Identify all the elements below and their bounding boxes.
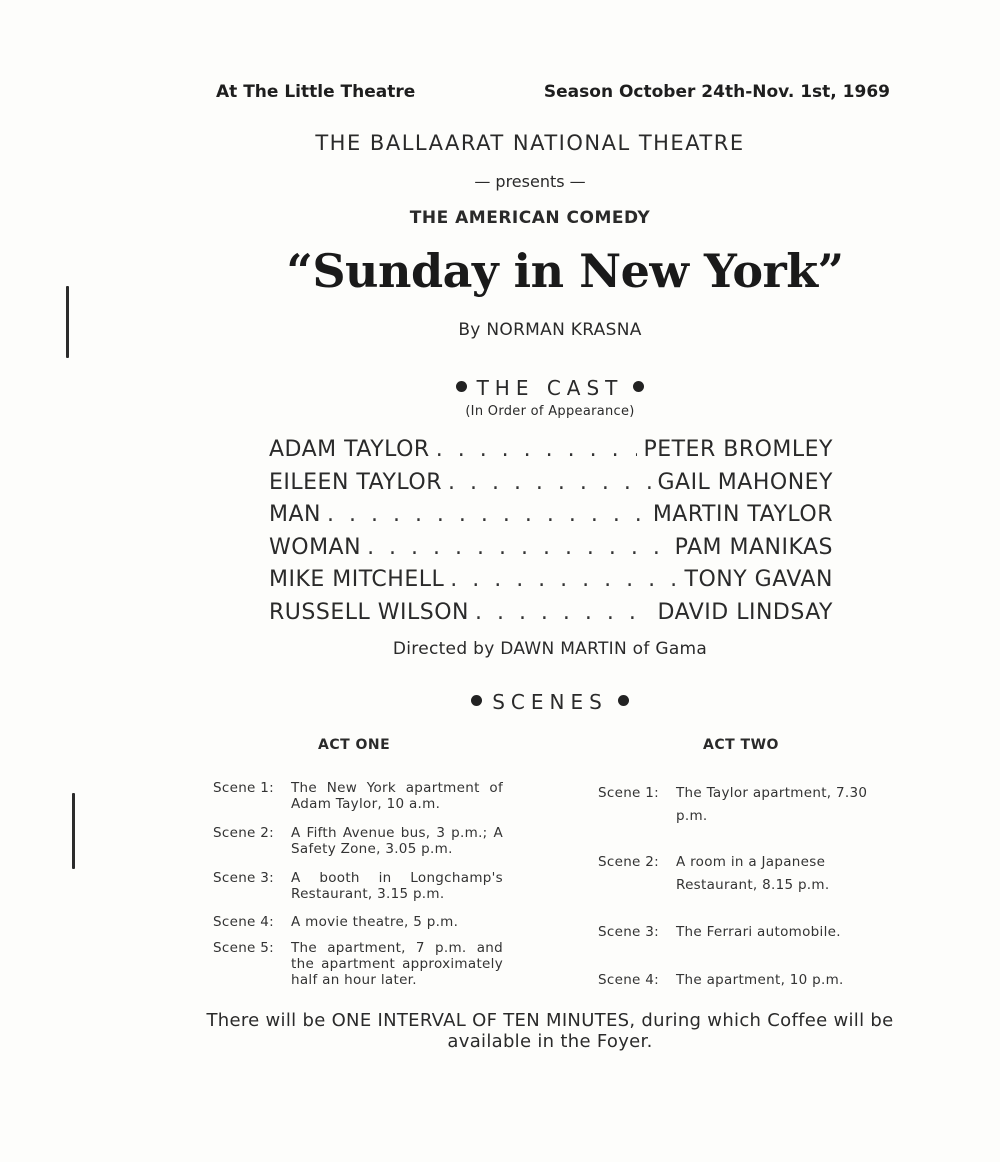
scene-number: Scene 4: (213, 914, 274, 930)
scene-description: A booth in Longchamp's Restaurant, 3.15 p.m. (291, 870, 503, 902)
cast-row (269, 502, 833, 535)
cast-row (269, 470, 833, 503)
scene-item (213, 940, 503, 988)
scene-number: Scene 1: (598, 785, 659, 801)
leader-dots (436, 437, 638, 462)
scene-item (598, 851, 888, 897)
cast-actor: PAM MANIKAS (674, 534, 833, 560)
cast-role: MIKE MITCHELL (269, 567, 445, 592)
scene-description: The apartment, 7 p.m. and the apartment approximately half an hour later. (291, 940, 503, 988)
scene-number: Scene 2: (213, 825, 274, 841)
scene-description: The Taylor apartment, 7.30 p.m. (676, 785, 868, 824)
scene-number: Scene 3: (213, 870, 274, 886)
scene-description: The apartment, 10 p.m. (676, 972, 844, 988)
scene-description: A Fifth Avenue bus, 3 p.m.; A Safety Zone, 3.05 p.m. (291, 825, 503, 857)
author-line: By NORMAN KRASNA (458, 320, 642, 340)
bullet-icon (456, 381, 467, 392)
bullet-icon (471, 695, 482, 706)
leader-dots (327, 502, 647, 527)
season-dates: Season October 24th-Nov. 1st, 1969 (543, 82, 890, 102)
play-title: “Sunday in New York” (286, 244, 844, 298)
cast-actor: DAVID LINDSAY (657, 599, 833, 625)
header-line (216, 82, 890, 102)
scene-description: A movie theatre, 5 p.m. (291, 914, 459, 930)
scene-number: Scene 1: (213, 780, 274, 796)
cast-role: RUSSELL WILSON (269, 599, 469, 625)
presents-line: — presents — (474, 172, 586, 191)
leader-dots (450, 567, 678, 592)
interval-notice: There will be ONE INTERVAL OF TEN MINUTES, during which Coffee will be available in the Foyer. (206, 1010, 894, 1052)
leader-dots (367, 535, 669, 560)
cast-heading-text: THE CAST (476, 376, 624, 400)
cast-row (269, 600, 833, 633)
leader-dots (475, 600, 652, 625)
scenes-heading (0, 690, 1000, 714)
cast-role: EILEEN TAYLOR (269, 469, 442, 495)
cast-row (269, 535, 833, 568)
cast-actor: GAIL MAHONEY (657, 469, 833, 495)
scene-item (598, 969, 888, 992)
scene-number: Scene 5: (213, 940, 274, 956)
leader-dots (448, 470, 651, 495)
cast-row (269, 437, 833, 470)
scene-item (213, 780, 503, 812)
scenes-heading-text: SCENES (492, 690, 608, 714)
scene-description: The New York apartment of Adam Taylor, 10 a.m. (291, 780, 503, 812)
cast-heading (0, 376, 1000, 400)
cast-role: WOMAN (269, 534, 362, 560)
scene-description: A room in a Japanese Restaurant, 8.15 p.m. (676, 854, 830, 893)
scene-number: Scene 4: (598, 972, 659, 988)
company-name: THE BALLAARAT NATIONAL THEATRE (315, 131, 745, 155)
cast-row (269, 567, 833, 600)
scene-number: Scene 2: (598, 854, 659, 870)
bullet-icon (618, 695, 629, 706)
scene-item (598, 782, 888, 828)
scene-number: Scene 3: (598, 924, 659, 940)
margin-mark (72, 793, 75, 869)
cast-actor: TONY GAVAN (684, 567, 833, 592)
scene-item (598, 921, 888, 944)
cast-actor: MARTIN TAYLOR (652, 502, 833, 527)
act-two-title: ACT TWO (703, 737, 779, 753)
cast-list (269, 437, 833, 632)
scene-item (213, 825, 503, 857)
cast-role: ADAM TAYLOR (269, 437, 430, 462)
cast-role: MAN (269, 502, 321, 527)
director-line: Directed by DAWN MARTIN of Gama (392, 639, 708, 659)
scene-item (213, 914, 503, 930)
bullet-icon (633, 381, 644, 392)
cast-subheading: (In Order of Appearance) (465, 404, 635, 419)
genre-line: THE AMERICAN COMEDY (409, 208, 651, 228)
cast-actor: PETER BROMLEY (643, 437, 833, 462)
act-one-title: ACT ONE (318, 737, 391, 753)
scene-description: The Ferrari automobile. (676, 924, 841, 940)
venue-text: At The Little Theatre (216, 82, 416, 102)
scene-item (213, 870, 503, 902)
